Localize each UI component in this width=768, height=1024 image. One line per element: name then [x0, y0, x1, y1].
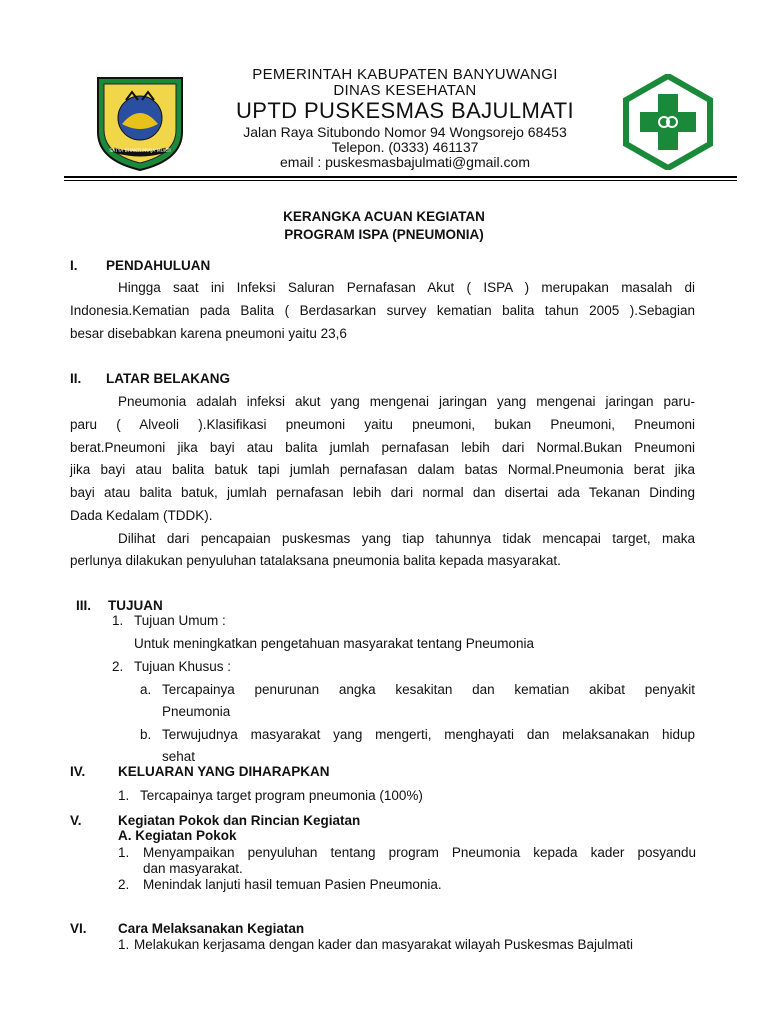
paragraph-line: Dada Kedalam (TDDK).	[70, 508, 213, 523]
section-number: IV.	[70, 764, 86, 779]
list-item-text: Untuk meningkatkan pengetahuan masyarakat tentang Pneumonia	[134, 636, 535, 651]
paragraph-line: perlunya dilakukan penyuluhan tatalaksana pneumonia balita kepada masyarakat.	[70, 553, 561, 568]
list-item: dan masyarakat.	[143, 861, 243, 876]
list-letter: b.	[140, 727, 152, 742]
list-number: 1.	[118, 788, 130, 803]
letterhead-divider-thick	[64, 176, 737, 178]
letterhead-department: DINAS KESEHATAN	[333, 82, 477, 99]
svg-text:SATYA BHAKTI PRAJA MUKTI: SATYA BHAKTI PRAJA MUKTI	[109, 149, 171, 154]
list-item: Tercapainya target program pneumonia (100%)	[140, 788, 423, 803]
list-item: Tercapainya penurunan angka kesakitan dan kematian akibat penyakit	[162, 682, 695, 697]
banyuwangi-emblem-logo	[92, 72, 188, 172]
letterhead-divider-thin	[64, 180, 737, 181]
section-number: II.	[70, 371, 82, 386]
paragraph-line: besar disebabkan karena pneumoni yaitu 23,6	[70, 326, 347, 341]
list-number: 2.	[112, 659, 124, 674]
list-number: 1.	[112, 613, 124, 628]
section-title: Kegiatan Pokok dan Rincian Kegiatan	[118, 813, 361, 828]
section-title: TUJUAN	[108, 598, 163, 613]
list-item: sehat	[162, 749, 196, 764]
section-title: Cara Melaksanakan Kegiatan	[118, 921, 305, 936]
letterhead-phone: Telepon. (0333) 461137	[331, 139, 479, 155]
section-number: I.	[70, 258, 78, 273]
section-title: PENDAHULUAN	[106, 258, 211, 273]
puskesmas-cross-logo	[622, 74, 714, 170]
paragraph-line: bayi atau balita batuk, jumlah pernafasan lebih dari normal dan disertai ada Tekanan Dinding	[70, 485, 695, 500]
paragraph-line: paru ( Alveoli ).Klasifikasi pneumoni yaitu pneumoni, bukan Pneumoni, Pneumoni	[70, 417, 695, 432]
list-number: 1.	[118, 845, 130, 860]
section-number: V.	[70, 813, 82, 828]
letterhead-organization: UPTD PUSKESMAS BAJULMATI	[235, 98, 575, 123]
list-number: 2.	[118, 877, 130, 892]
list-item: Melakukan kerjasama dengan kader dan masyarakat wilayah Puskesmas Bajulmati	[134, 937, 633, 952]
list-item: Menyampaikan penyuluhan tentang program Pneumonia kepada kader posyandu	[143, 845, 696, 860]
list-item: Tujuan Khusus :	[134, 659, 232, 674]
list-number: 1.	[118, 937, 130, 952]
document-title: KERANGKA ACUAN KEGIATAN	[283, 209, 485, 224]
section-number: III.	[76, 598, 92, 613]
list-letter: a.	[140, 682, 152, 697]
document-subtitle: PROGRAM ISPA (PNEUMONIA)	[284, 227, 484, 242]
letterhead-government: PEMERINTAH KABUPATEN BANYUWANGI	[252, 66, 558, 83]
section-title: LATAR BELAKANG	[106, 371, 230, 386]
list-item: Pneumonia	[162, 704, 231, 719]
letterhead-email: email : puskesmasbajulmati@gmail.com	[280, 154, 530, 170]
list-item: Tujuan Umum :	[134, 613, 226, 628]
section-title: KELUARAN YANG DIHARAPKAN	[118, 764, 330, 779]
list-item: Menindak lanjuti hasil temuan Pasien Pneumonia.	[143, 877, 442, 892]
subsection-heading: A. Kegiatan Pokok	[118, 828, 237, 843]
section-number: VI.	[70, 921, 87, 936]
paragraph-line: Indonesia.Kematian pada Balita ( Berdasarkan survey kematian balita tahun 2005 ).Sebagian	[70, 303, 695, 318]
paragraph-line: jika bayi atau balita batuk tapi jumlah pernafasan dalam batas Normal.Pneumonia berat jika	[70, 462, 695, 477]
paragraph-line: Dilihat dari pencapaian puskesmas yang tiap tahunnya tidak mencapai target, maka	[118, 531, 695, 546]
letterhead-address: Jalan Raya Situbondo Nomor 94 Wongsorejo 68453	[243, 124, 567, 140]
paragraph-line: Pneumonia adalah infeksi akut yang mengenai jaringan yang mengenai jaringan paru-	[118, 394, 695, 409]
paragraph-line: berat.Pneumoni jika bayi atau balita jumlah pernafasan lebih dari Normal.Bukan Pneumoni	[70, 440, 695, 455]
list-item: Terwujudnya masyarakat yang mengerti, menghayati dan melaksanakan hidup	[162, 727, 695, 742]
paragraph-line: Hingga saat ini Infeksi Saluran Pernafasan Akut ( ISPA ) merupakan masalah di	[118, 280, 695, 295]
